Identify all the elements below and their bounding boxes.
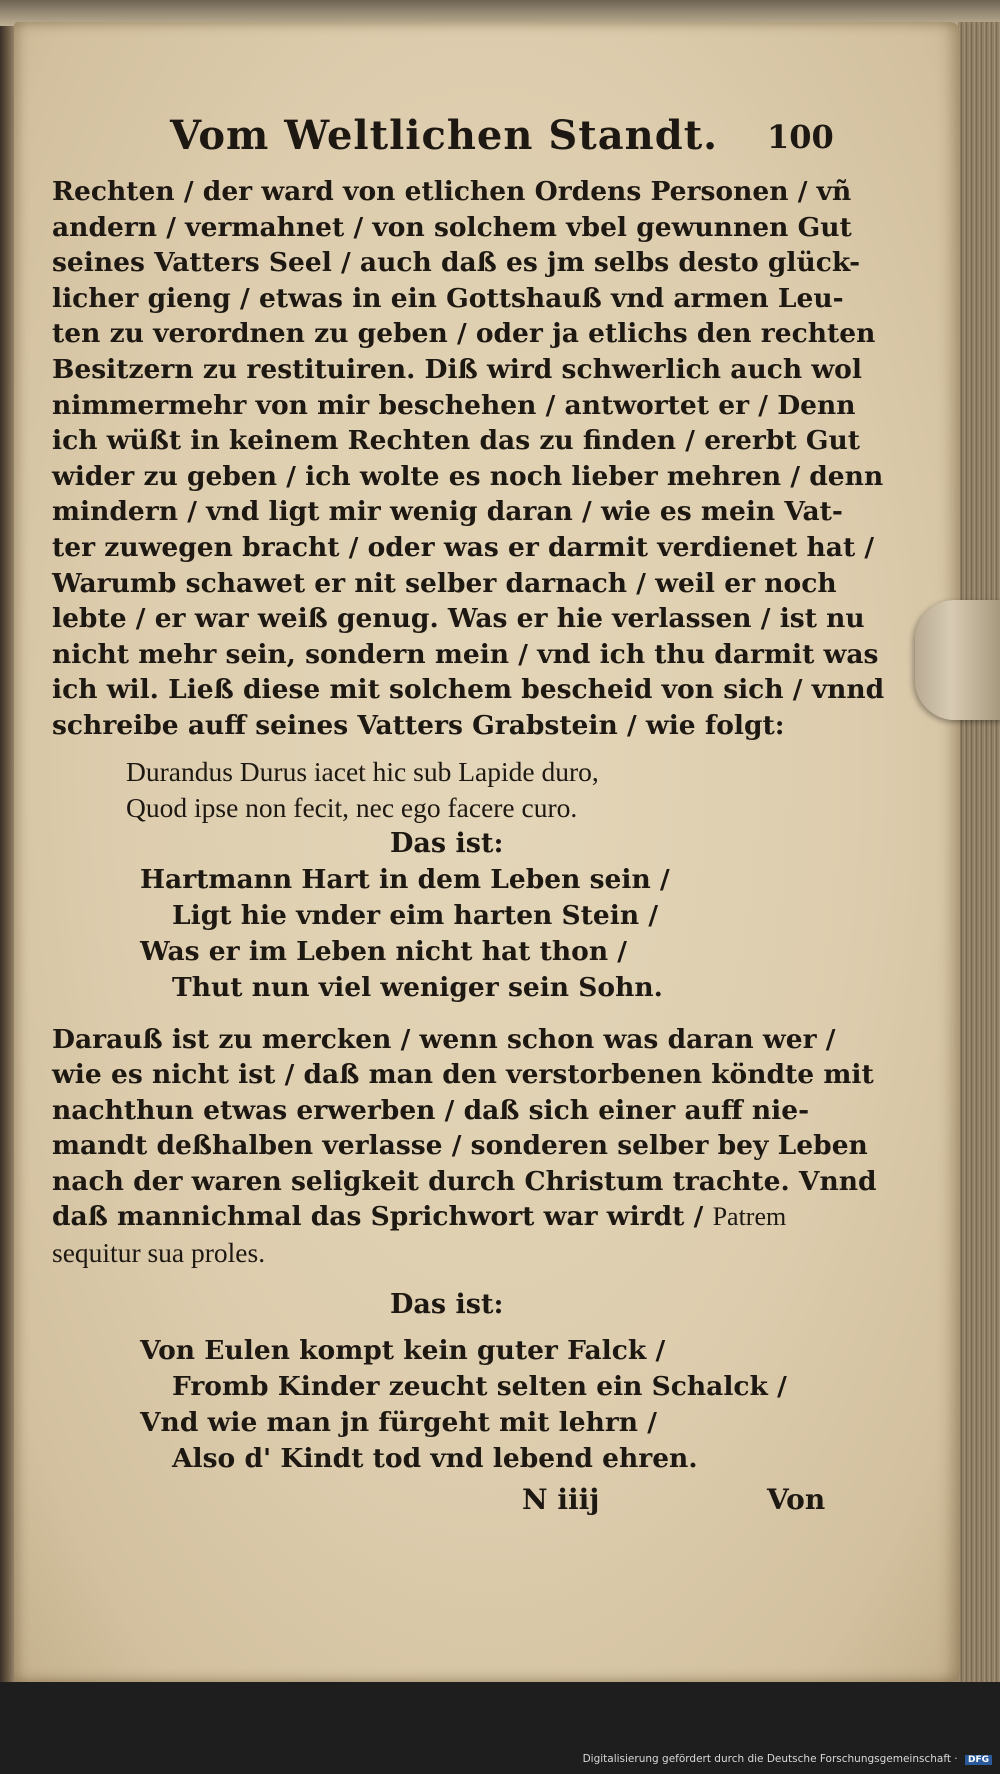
text-line: Besitzern zu restituiren. Diß wird schwerlich auch wol (52, 353, 862, 385)
verse-line: Was er im Leben nicht hat thon / (140, 935, 627, 967)
text-line: schreibe auff seines Vatters Grabstein / wie folgt: (52, 709, 785, 741)
text-line: ich wil. Ließ diese mit solchem bescheid von sich / vnnd (52, 674, 885, 706)
page-stack-edge (958, 22, 1000, 1682)
text-line: mandt deßhalben verlasse / sonderen selber bey Leben (52, 1130, 868, 1162)
text-line: Darauß ist zu mercken / wenn schon was daran wer / (52, 1023, 836, 1055)
text-line-german: daß mannichmal das Sprichwort war wirdt / (52, 1201, 704, 1233)
prose-paragraph-1 (52, 174, 885, 744)
spacer (52, 1006, 832, 1022)
text-line: andern / vermahnet / von solchem vbel gewunnen Gut (52, 211, 852, 243)
text-line: nicht mehr sein, sondern mein / vnd ich thu darmit was (52, 638, 879, 670)
prose-paragraph-2 (52, 1022, 877, 1272)
page-text (52, 112, 885, 1523)
text-line: nimmermehr von mir beschehen / antwortet er / Denn (52, 389, 856, 421)
german-verse-1 (52, 862, 832, 1006)
latin-epitaph (52, 754, 832, 826)
text-line: mindern / vnd ligt mir wenig daran / wie es mein Vat- (52, 496, 843, 528)
text-line (52, 1199, 832, 1235)
credit-text: Digitalisierung gefördert durch die Deutsche Forschungsgemeinschaft · (582, 1753, 958, 1765)
verse-line: Von Eulen kompt kein guter Falck / (140, 1335, 666, 1367)
text-line: licher gieng / etwas in ein Gottshauß vnd armen Leu- (52, 282, 844, 314)
spacer (52, 744, 832, 754)
text-line: wie es nicht ist / daß man den verstorbenen köndte mit (52, 1059, 874, 1091)
text-line: Warumb schawet er nit selber darnach / weil er noch (52, 567, 837, 599)
text-line: Rechten / der ward von etlichen Ordens Personen / vñ (52, 176, 852, 207)
text-line: nachthun etwas erwerben / daß sich einer auff nie- (52, 1094, 810, 1126)
verse-line: Also d' Kindt tod vnd lebend ehren. (172, 1443, 698, 1475)
das-ist-heading: Das ist: (390, 827, 504, 859)
text-line: wider zu geben / ich wolte es noch lieber mehren / denn (52, 460, 884, 492)
text-line: ter zuwegen bracht / oder was er darmit verdienet hat / (52, 531, 875, 563)
book-clasp (915, 600, 1000, 720)
page-number: 100 (767, 118, 834, 156)
verse-line: Thut nun viel weniger sein Sohn. (172, 971, 663, 1003)
latin-verse-line: Durandus Durus iacet hic sub Lapide duro, (126, 755, 599, 787)
verse-line: Fromb Kinder zeucht selten ein Schalck / (172, 1371, 787, 1403)
running-head: Vom Weltlichen Standt. (170, 112, 719, 159)
catchword: Von (767, 1483, 826, 1517)
digitization-credit (583, 1753, 992, 1765)
text-line: seines Vatters Seel / auch daß es jm selbs desto glück- (52, 247, 861, 279)
spacer (52, 1271, 832, 1287)
das-ist-heading: Das ist: (390, 1289, 504, 1321)
latin-proverb-line: sequitur sua proles. (52, 1237, 266, 1269)
page-footer (52, 1483, 832, 1523)
german-verse-2 (52, 1333, 832, 1477)
verse-line: Ligt hie vnder eim harten Stein / (172, 899, 659, 931)
signature-mark: N iiij (522, 1483, 600, 1517)
dfg-logo: DFG (965, 1755, 992, 1765)
text-line-latin: Patrem (712, 1202, 787, 1232)
page-header (52, 112, 832, 174)
spacer (52, 1323, 832, 1333)
text-line: nach der waren seligkeit durch Christum trachte. Vnnd (52, 1165, 877, 1197)
verse-line: Vnd wie man jn fürgeht mit lehrn / (140, 1407, 657, 1439)
verse-line: Hartmann Hart in dem Leben sein / (140, 863, 670, 895)
latin-verse-line: Quod ipse non fecit, nec ego facere curo. (126, 791, 578, 823)
text-line: ten zu verordnen zu geben / oder ja etlichs den rechten (52, 318, 876, 350)
text-line: lebte / er war weiß genug. Was er hie verlassen / ist nu (52, 603, 865, 635)
text-line: ich wüßt in keinem Rechten das zu finden / ererbt Gut (52, 425, 860, 457)
